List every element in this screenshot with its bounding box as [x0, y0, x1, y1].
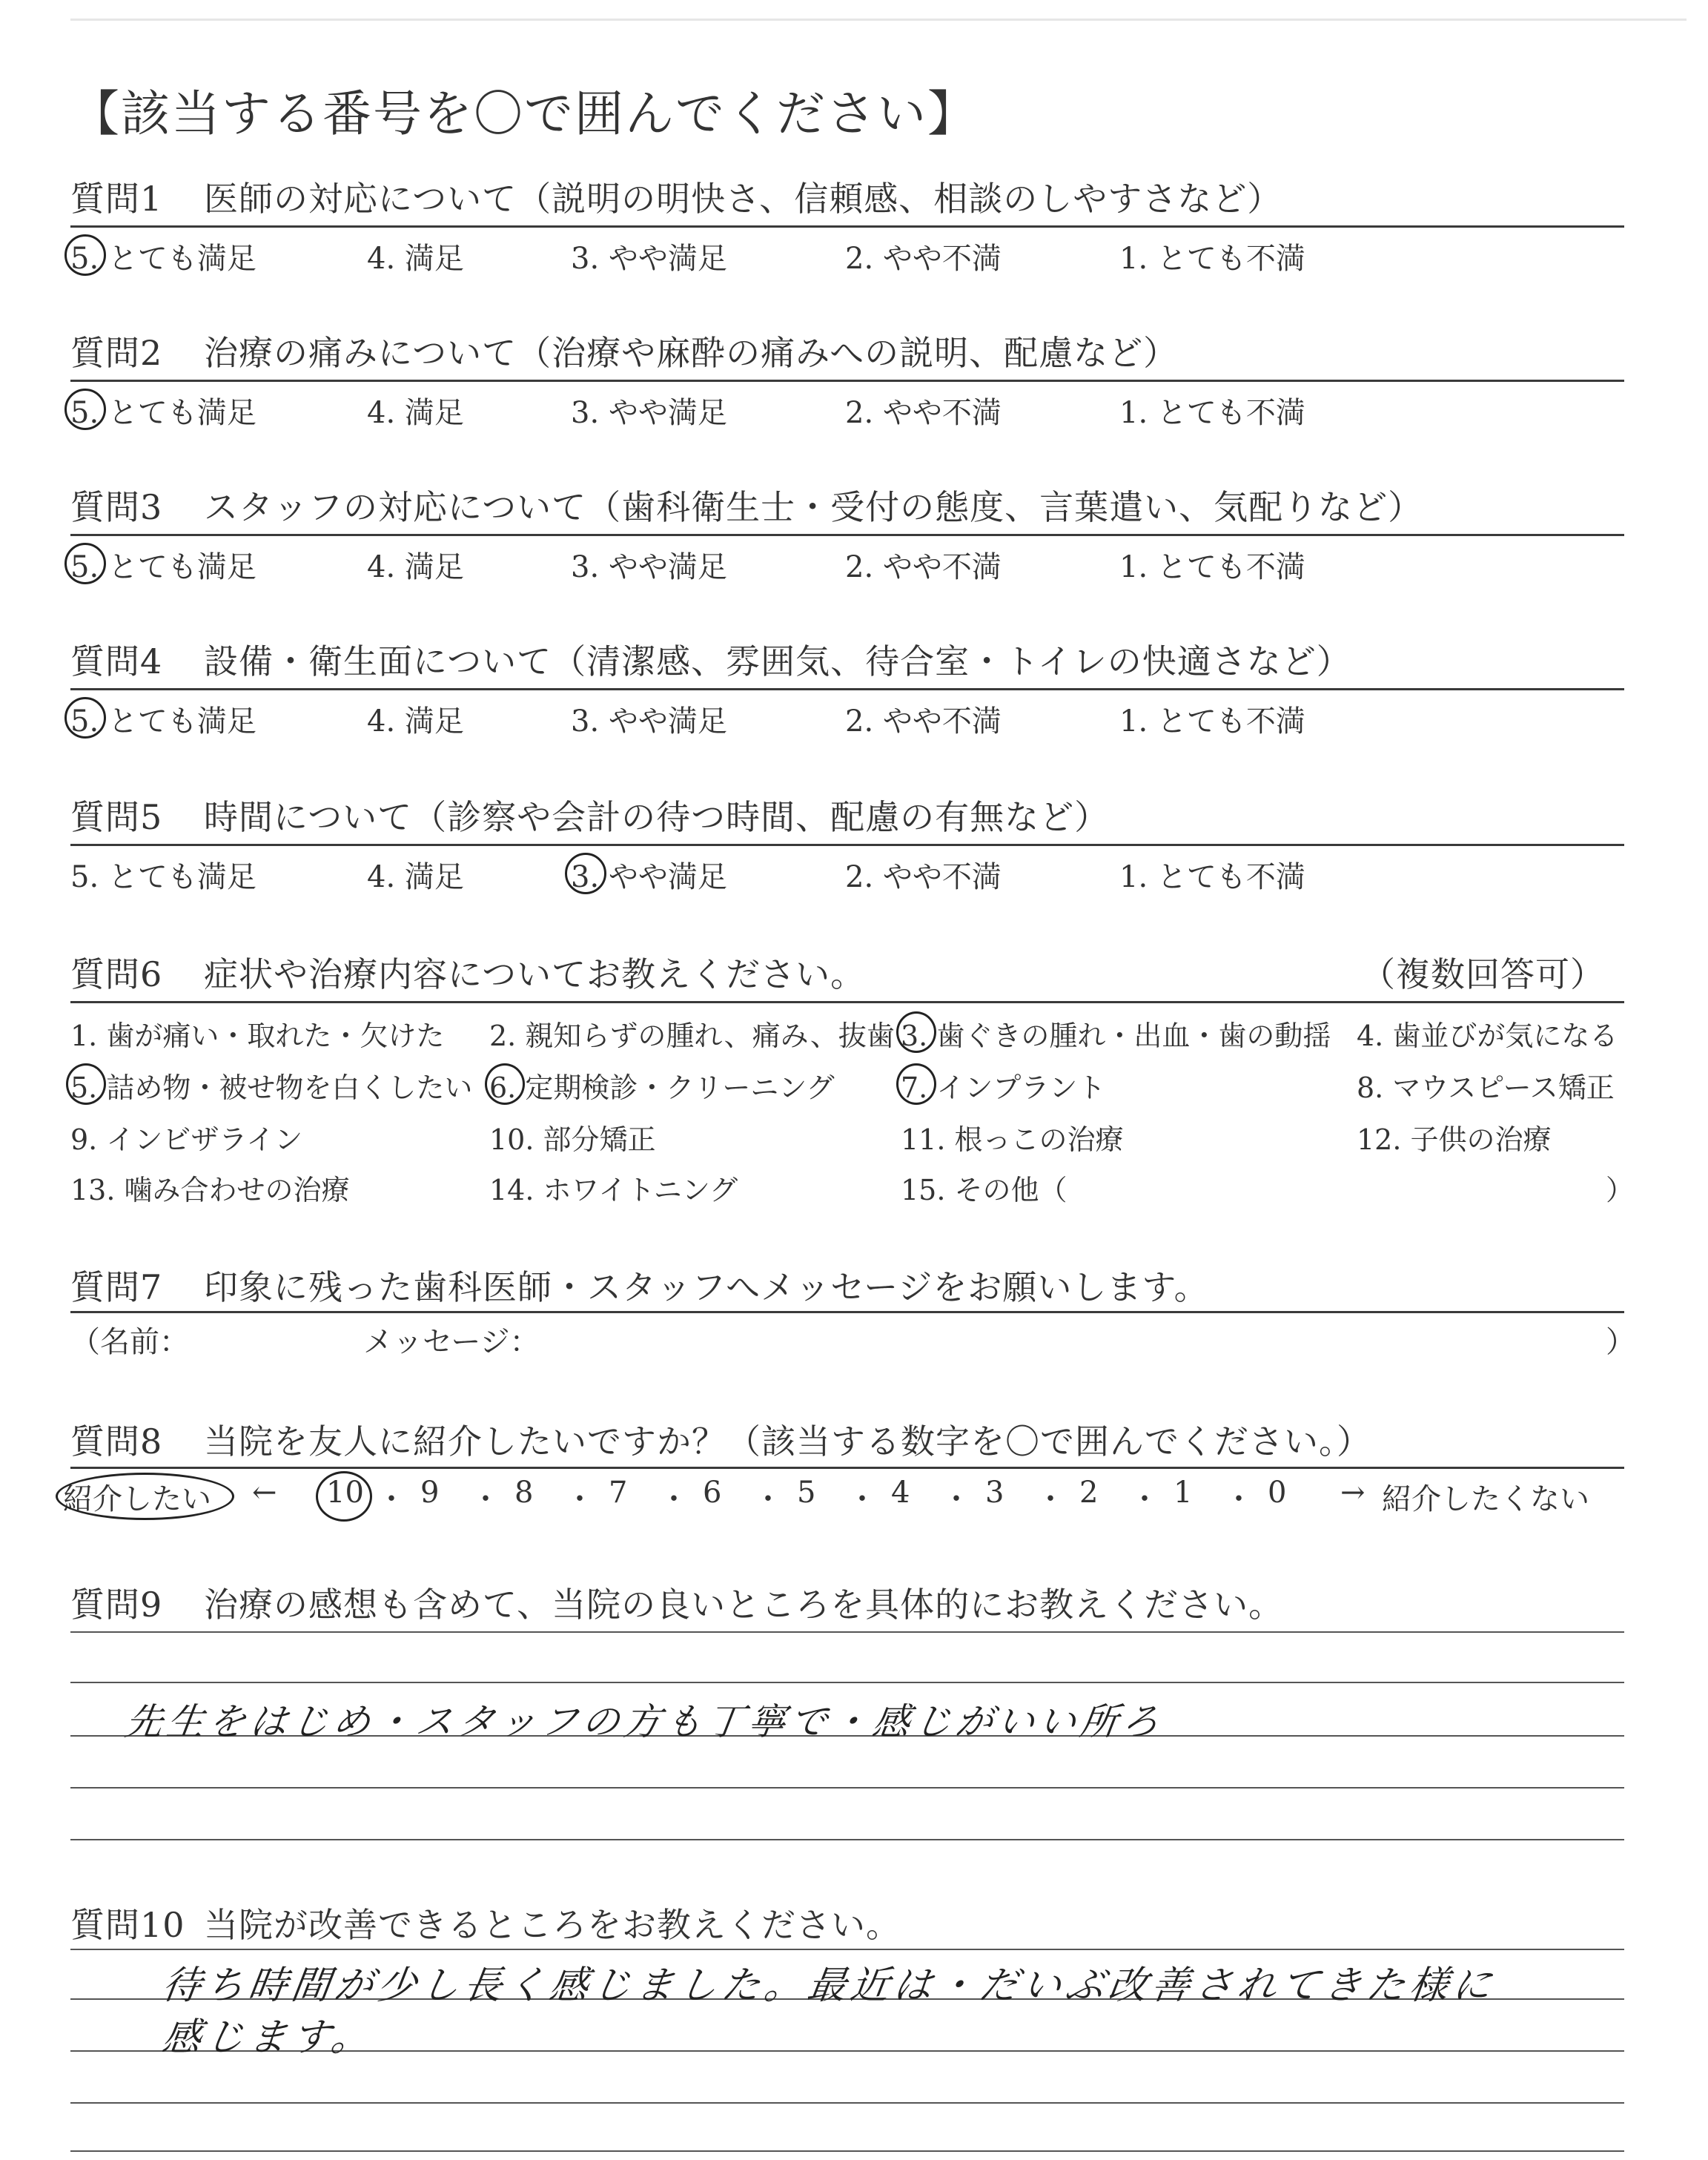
q10-title — [70, 1898, 901, 1947]
q8-scale-separator: ・ — [377, 1482, 406, 1516]
q8-scale-separator: ・ — [753, 1482, 783, 1516]
q8-text: 当院を友人に紹介したいですか？（該当する数字を〇で囲んでください。） — [204, 1421, 1371, 1462]
q6-option-13[interactable]: 13. 噛み合わせの治療 — [70, 1174, 350, 1206]
q8-left-arrow: ← — [252, 1476, 277, 1510]
q8-scale-6[interactable]: 6 — [703, 1476, 722, 1510]
q5-selected-circle — [565, 853, 606, 894]
q8-scale-0[interactable]: 0 — [1268, 1476, 1287, 1510]
q2-option-3[interactable]: 3. やや満足 — [571, 396, 727, 430]
q5-title — [70, 790, 1109, 839]
q8-scale-separator: ・ — [659, 1482, 689, 1516]
q6-option-12[interactable]: 12. 子供の治療 — [1357, 1123, 1552, 1156]
q6-selected-circle-5 — [66, 1063, 106, 1105]
q2-option-5[interactable]: 5. とても満足 — [70, 396, 256, 430]
q7-number: 質問7 — [70, 1267, 163, 1307]
q6-option-5[interactable]: 5. 詰め物・被せ物を白くしたい — [70, 1071, 473, 1104]
q3-option-1[interactable]: 1. とても不満 — [1119, 550, 1305, 584]
q7-text: 印象に残った歯科医師・スタッフへメッセージをお願いします。 — [204, 1267, 1209, 1307]
q1-number: 質問1 — [70, 179, 163, 219]
page-heading: 【該当する番号を〇で囲んでください】 — [70, 85, 978, 142]
q6-option-2[interactable]: 2. 親知らずの腫れ、痛み、抜歯 — [489, 1020, 895, 1052]
q9-line-5 — [70, 1839, 1624, 1840]
q8-scale-separator: ・ — [1130, 1482, 1159, 1516]
q6-rule — [70, 1001, 1624, 1003]
q8-scale-separator: ・ — [1224, 1482, 1254, 1516]
q10-number: 質問10 — [70, 1905, 185, 1945]
q8-scale-5[interactable]: 5 — [797, 1476, 816, 1510]
q2-option-1[interactable]: 1. とても不満 — [1119, 396, 1305, 430]
q10-handwritten-answer-line1: 待ち時間が少し長く感じました。最近は・だいぶ改善されてきた様に — [159, 1964, 1499, 2008]
q10-line-4 — [70, 2102, 1624, 2104]
q9-handwritten-answer: 先生をはじめ・スタッフの方も丁寧で・感じがいい所ろ — [122, 1700, 1167, 1743]
q6-selected-circle-6 — [485, 1063, 525, 1105]
q8-scale-2[interactable]: 2 — [1079, 1476, 1099, 1510]
q5-rule — [70, 844, 1624, 846]
q5-option-5[interactable]: 5. とても満足 — [70, 860, 256, 894]
q10-handwritten-answer-line2: 感じます。 — [159, 2015, 378, 2060]
q10-line-5 — [70, 2150, 1624, 2152]
q5-option-2[interactable]: 2. やや不満 — [845, 860, 1002, 894]
q10-line-1 — [70, 1949, 1624, 1950]
q1-option-3[interactable]: 3. やや満足 — [571, 242, 727, 276]
q8-right-arrow: → — [1340, 1476, 1366, 1510]
q6-option-15[interactable]: 15. その他（ — [901, 1174, 1068, 1206]
q6-option-14[interactable]: 14. ホワイトニング — [489, 1174, 738, 1206]
q4-option-1[interactable]: 1. とても不満 — [1119, 704, 1305, 739]
q6-option-9[interactable]: 9. インビザライン — [70, 1123, 303, 1156]
q7-name-label: （名前： — [70, 1325, 189, 1359]
q4-selected-circle — [64, 697, 106, 739]
q2-text: 治療の痛みについて（治療や麻酔の痛みへの説明、配慮など） — [204, 333, 1179, 373]
q9-line-2 — [70, 1682, 1624, 1683]
q6-other-close-paren: ） — [1606, 1174, 1635, 1206]
q1-option-1[interactable]: 1. とても不満 — [1119, 242, 1305, 276]
q6-option-6[interactable]: 6. 定期検診・クリーニング — [489, 1071, 835, 1104]
q6-number: 質問6 — [70, 954, 163, 994]
q3-number: 質問3 — [70, 487, 163, 527]
q2-option-4[interactable]: 4. 満足 — [367, 396, 464, 430]
q8-scale-4[interactable]: 4 — [891, 1476, 910, 1510]
q9-title — [70, 1578, 1283, 1627]
q3-option-3[interactable]: 3. やや満足 — [571, 550, 727, 584]
q3-option-5[interactable]: 5. とても満足 — [70, 550, 256, 584]
q8-scale-1[interactable]: 1 — [1174, 1476, 1193, 1510]
q4-option-3[interactable]: 3. やや満足 — [571, 704, 727, 739]
q9-text: 治療の感想も含めて、当院の良いところを具体的にお教えください。 — [204, 1585, 1284, 1625]
q4-option-4[interactable]: 4. 満足 — [367, 704, 464, 739]
q1-option-4[interactable]: 4. 満足 — [367, 242, 464, 276]
q6-title — [70, 948, 865, 997]
q4-title — [70, 635, 1351, 684]
q2-number: 質問2 — [70, 333, 163, 373]
q3-option-4[interactable]: 4. 満足 — [367, 550, 464, 584]
q4-text: 設備・衛生面について（清潔感、雰囲気、待合室・トイレの快適さなど） — [204, 641, 1351, 681]
q2-title — [70, 326, 1178, 375]
q5-number: 質問5 — [70, 797, 163, 837]
q3-selected-circle — [64, 543, 106, 584]
q8-number: 質問8 — [70, 1421, 163, 1462]
q1-selected-circle — [64, 234, 106, 276]
q9-number: 質問9 — [70, 1585, 163, 1625]
q10-text: 当院が改善できるところをお教えください。 — [204, 1905, 901, 1945]
q8-scale-3[interactable]: 3 — [985, 1476, 1004, 1510]
q8-left-label: 紹介したい — [63, 1482, 211, 1516]
q8-rule — [70, 1467, 1624, 1469]
q1-option-5[interactable]: 5. とても満足 — [70, 242, 256, 276]
q5-option-3[interactable]: 3. やや満足 — [571, 860, 727, 894]
q6-selected-circle-3 — [896, 1011, 936, 1053]
q9-line-1 — [70, 1631, 1624, 1633]
q3-text: スタッフの対応について（歯科衛生士・受付の態度、言葉遣い、気配りなど） — [204, 487, 1423, 527]
q6-option-7[interactable]: 7. インプラント — [901, 1071, 1106, 1104]
q6-option-10[interactable]: 10. 部分矯正 — [489, 1123, 656, 1156]
q6-option-3[interactable]: 3. 歯ぐきの腫れ・出血・歯の動揺 — [901, 1020, 1331, 1052]
q8-right-label: 紹介したくない — [1382, 1482, 1589, 1516]
q1-title — [70, 172, 1282, 221]
q4-option-5[interactable]: 5. とても満足 — [70, 704, 256, 739]
q7-message-label: メッセージ： — [363, 1325, 540, 1359]
q8-scale-8[interactable]: 8 — [514, 1476, 534, 1510]
q6-note: （複数回答可） — [1361, 954, 1605, 994]
q1-option-2[interactable]: 2. やや不満 — [845, 242, 1002, 276]
q6-option-8[interactable]: 8. マウスピース矯正 — [1357, 1071, 1615, 1104]
q8-scale-separator: ・ — [941, 1482, 971, 1516]
q6-selected-circle-7 — [896, 1063, 936, 1105]
q2-selected-circle — [64, 389, 106, 430]
q8-scale-separator: ・ — [471, 1482, 500, 1516]
q8-left-label-circle — [56, 1473, 234, 1520]
q3-option-2[interactable]: 2. やや不満 — [845, 550, 1002, 584]
q8-title — [70, 1415, 1371, 1464]
q1-rule — [70, 225, 1624, 228]
q2-option-2[interactable]: 2. やや不満 — [845, 396, 1002, 430]
q7-rule — [70, 1311, 1624, 1313]
q8-scale-9[interactable]: 9 — [420, 1476, 440, 1510]
q8-scale-10[interactable]: 10 — [326, 1476, 364, 1510]
q3-rule — [70, 534, 1624, 536]
q2-rule — [70, 380, 1624, 382]
q7-title — [70, 1261, 1209, 1309]
q6-option-11[interactable]: 11. 根っこの治療 — [901, 1123, 1124, 1156]
q8-selected-circle — [316, 1471, 372, 1522]
q7-close-paren: ） — [1606, 1325, 1635, 1359]
q5-option-1[interactable]: 1. とても不満 — [1119, 860, 1305, 894]
q8-scale-separator: ・ — [1036, 1482, 1065, 1516]
q5-text: 時間について（診察や会計の待つ時間、配慮の有無など） — [204, 797, 1110, 837]
q4-rule — [70, 688, 1624, 690]
q6-option-1[interactable]: 1. 歯が痛い・取れた・欠けた — [70, 1020, 445, 1052]
q6-text: 症状や治療内容についてお教えください。 — [204, 954, 866, 994]
q3-title — [70, 480, 1423, 529]
q4-number: 質問4 — [70, 641, 163, 681]
page-edge-line — [70, 19, 1687, 21]
q1-text: 医師の対応について（説明の明快さ、信頼感、相談のしやすさなど） — [204, 179, 1282, 219]
q4-option-2[interactable]: 2. やや不満 — [845, 704, 1002, 739]
q9-line-4 — [70, 1787, 1624, 1789]
q5-option-4[interactable]: 4. 満足 — [367, 860, 464, 894]
q6-option-4[interactable]: 4. 歯並びが気になる — [1357, 1020, 1618, 1052]
q8-scale-7[interactable]: 7 — [609, 1476, 628, 1510]
q8-scale-separator: ・ — [847, 1482, 877, 1516]
q8-scale-separator: ・ — [565, 1482, 595, 1516]
